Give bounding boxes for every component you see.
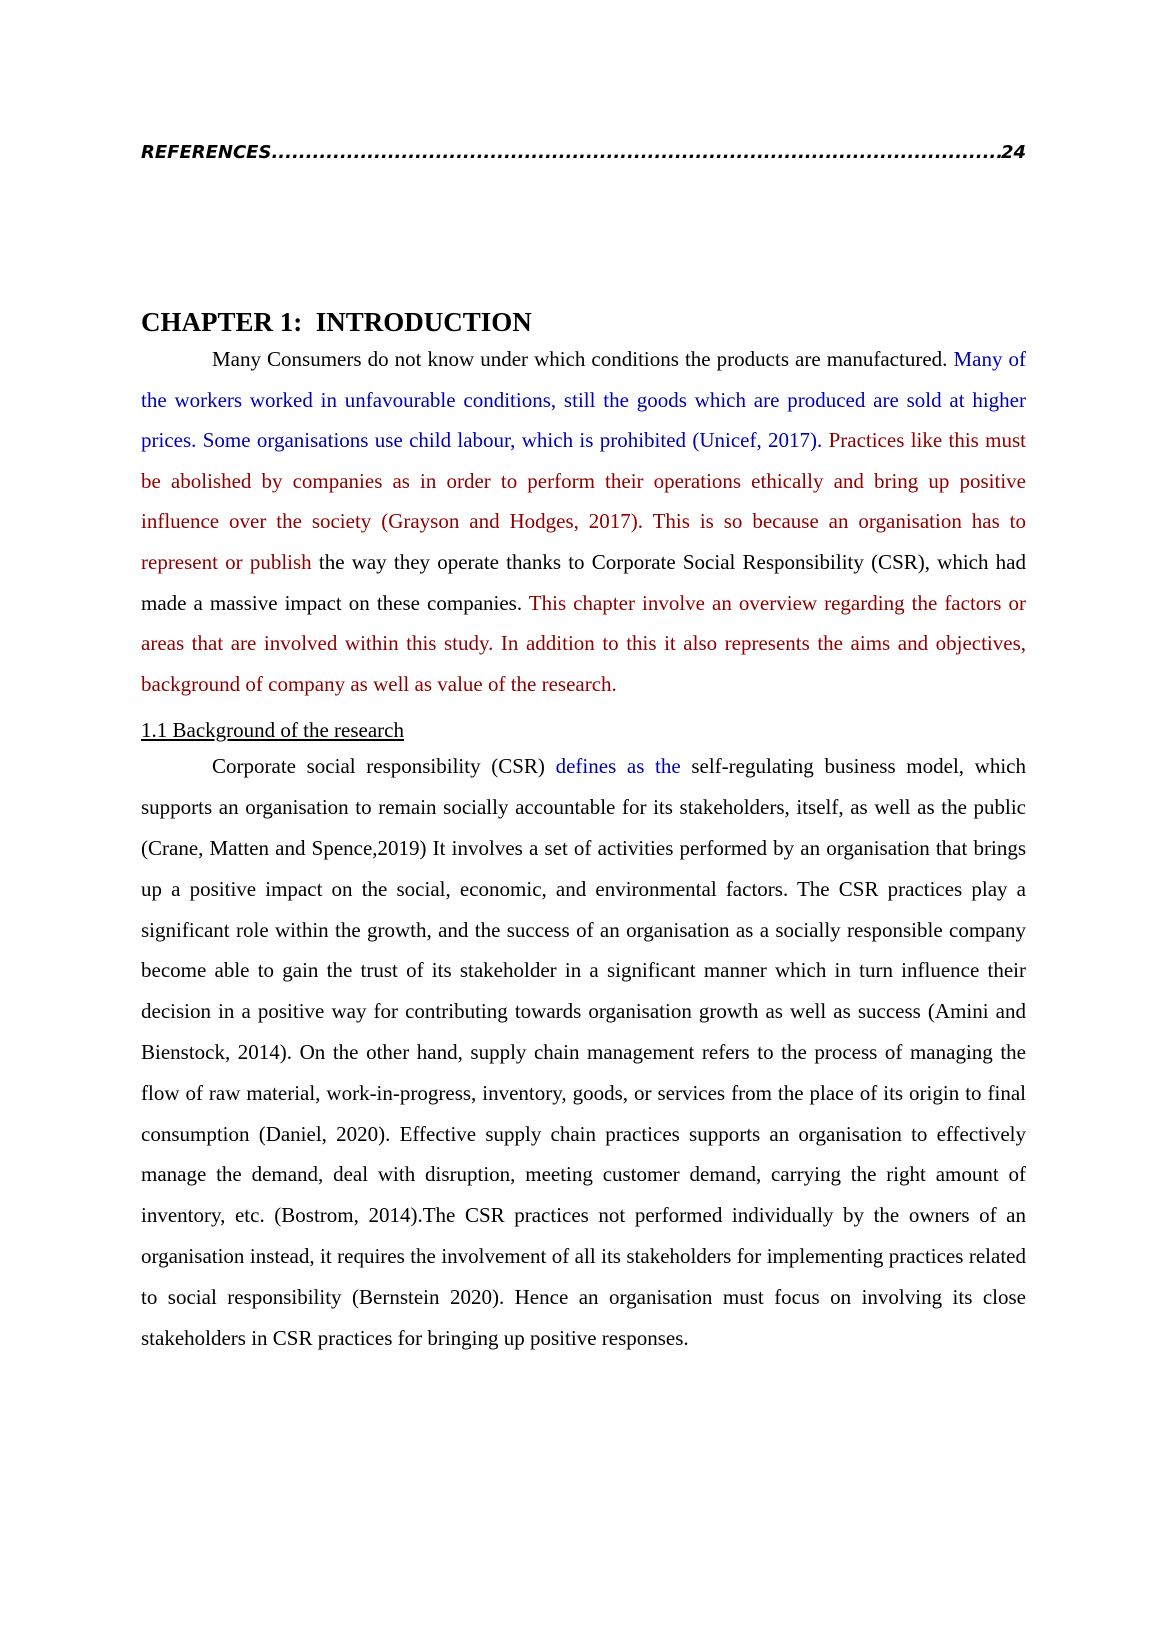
toc-dot-leader (271, 142, 1000, 163)
chapter-content (141, 305, 1026, 1358)
background-paragraph (141, 746, 1026, 1358)
chapter-heading: CHAPTER 1: INTRODUCTION (141, 307, 532, 337)
intro-highlight-blue: Many of the workers worked in unfavourable conditions, still the goods which are produced are sold at higher prices. Some organisations use child labour, which is prohibited (Unicef, 2017). (141, 347, 1026, 453)
intro-highlight-red: Practices like this must be abolished by companies as in order to perform their operations ethically and bring up positive influence over the society (Grayson and Hodges, 2017). This is so because an organisation has to represent or publish (141, 428, 1026, 574)
background-sentence-1: Corporate social responsibility (CSR) (212, 754, 556, 779)
intro-paragraph (141, 339, 1026, 704)
intro-highlight-red-2: This chapter involve an overview regarding the factors or areas that are involved within this study. In addition to this it also represents the aims and objectives, background of company as well as value of the research. (141, 590, 1026, 696)
toc-label: REFERENCES (141, 142, 272, 163)
section-heading-background: 1.1 Background of the research (141, 718, 404, 743)
background-highlight-blue: defines as the (555, 754, 681, 779)
background-body-text: self-regulating business model, which supports an organisation to remain socially accountable for its stakeholders, itself, as well as the public (Crane, Matten and Spence,2019) It involves a set of activities performed by an organisation that brings up a positive impact on the social, economic, and environmental factors. The CSR practices play a significant role within the growth, and the success of an organisation as a socially responsible company become able to gain the trust of its stakeholder in a significant manner which in turn influence their decision in a positive way for contributing towards organisation growth as well as success (Amini and Bienstock, 2014). On the other hand, supply chain management refers to the process of managing the flow of raw material, work-in-progress, inventory, goods, or services from the place of its origin to final consumption (Daniel, 2020). Effective supply chain practices supports an organisation to effectively manage the demand, deal with disruption, meeting customer demand, carrying the right amount of inventory, etc. (Bostrom, 2014).The CSR practices not performed individually by the owners of an organisation instead, it requires the involvement of all its stakeholders for implementing practices related to social responsibility (Bernstein 2020). Hence an organisation must focus on involving its close stakeholders in CSR practices for bringing up positive responses. (141, 754, 1027, 1350)
intro-sentence-1: Many Consumers do not know under which conditions the products are manufactured. (212, 347, 954, 371)
toc-entry-references[interactable] (141, 142, 1026, 163)
toc-page-number: 24 (1000, 142, 1026, 163)
intro-sentence-4: the way they operate thanks to Corporate Social Responsibility (CSR), which had made a massive impact on these companies. (141, 549, 1027, 615)
